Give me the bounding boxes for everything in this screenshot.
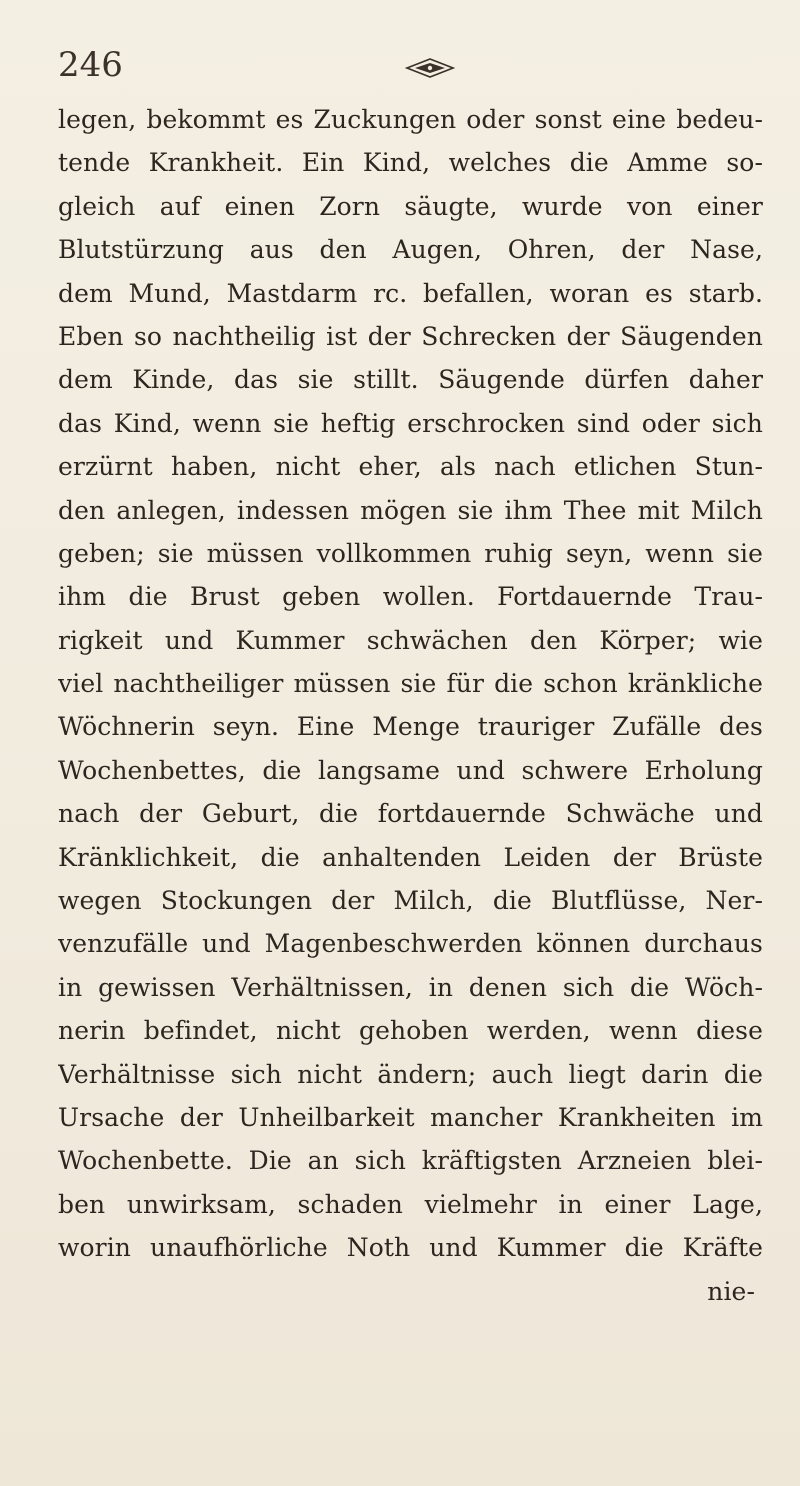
text-line: Blutstürzung aus den Augen, Ohren, der Nase, [58,235,763,265]
text-line: Ursache der Unheilbarkeit mancher Krankheiten im [58,1102,763,1132]
text-line: dem Mund, Mastdarm rc. befallen, woran es starb. [58,278,763,308]
text-line: Kränklichkeit, die anhaltenden Leiden der Brüste [58,842,763,872]
page-header [0,0,800,110]
text-line: das Kind, wenn sie heftig erschrocken sind oder sich [58,408,763,438]
page-number: 246 [58,45,123,85]
text-line: Wochenbette. Die an sich kräftigsten Arzneien blei- [58,1146,763,1176]
text-line: dem Kinde, das sie stillt. Säugende dürfen daher [58,365,763,395]
text-line: erzürnt haben, nicht eher, als nach etlichen Stun- [58,452,763,482]
text-line: Eben so nachtheilig ist der Schrecken der Säugenden [58,321,763,351]
text-line: legen, bekommt es Zuckungen oder sonst eine bedeu- [58,105,763,134]
text-line: Wöchnerin seyn. Eine Menge trauriger Zufälle des [58,712,763,742]
text-line: ihm die Brust geben wollen. Fortdauernde Trau- [58,582,763,612]
text-line: Wochenbettes, die langsame und schwere Erholung [58,755,763,785]
text-line: tende Krankheit. Ein Kind, welches die Amme so- [58,148,763,178]
text-line: wegen Stockungen der Milch, die Blutflüsse, Ner- [58,886,763,916]
body-text [58,98,763,1313]
text-line: viel nachtheiliger müssen sie für die schon kränkliche [58,669,763,699]
text-line: rigkeit und Kummer schwächen den Körper; wie [58,625,763,655]
catchword: nie- [707,1276,755,1306]
text-line: nerin befindet, nicht gehoben werden, wenn diese [58,1016,763,1046]
text-line: den anlegen, indessen mögen sie ihm Thee mit Milch [58,495,763,525]
decorative-diamond-ornament-icon [405,56,455,80]
text-line: Verhältnisse sich nicht ändern; auch liegt darin die [58,1059,763,1089]
text-line: ben unwirksam, schaden vielmehr in einer Lage, [58,1189,763,1219]
text-line: nach der Geburt, die fortdauernde Schwäche und [58,799,763,829]
text-line: venzufälle und Magenbeschwerden können durchaus [58,929,763,959]
text-line: geben; sie müssen vollkommen ruhig seyn, wenn sie [58,538,763,568]
text-line: gleich auf einen Zorn säugte, wurde von einer [58,191,763,221]
text-line: worin unaufhörliche Noth und Kummer die Kräfte [58,1233,763,1263]
text-line: in gewissen Verhältnissen, in denen sich die Wöch- [58,972,763,1002]
